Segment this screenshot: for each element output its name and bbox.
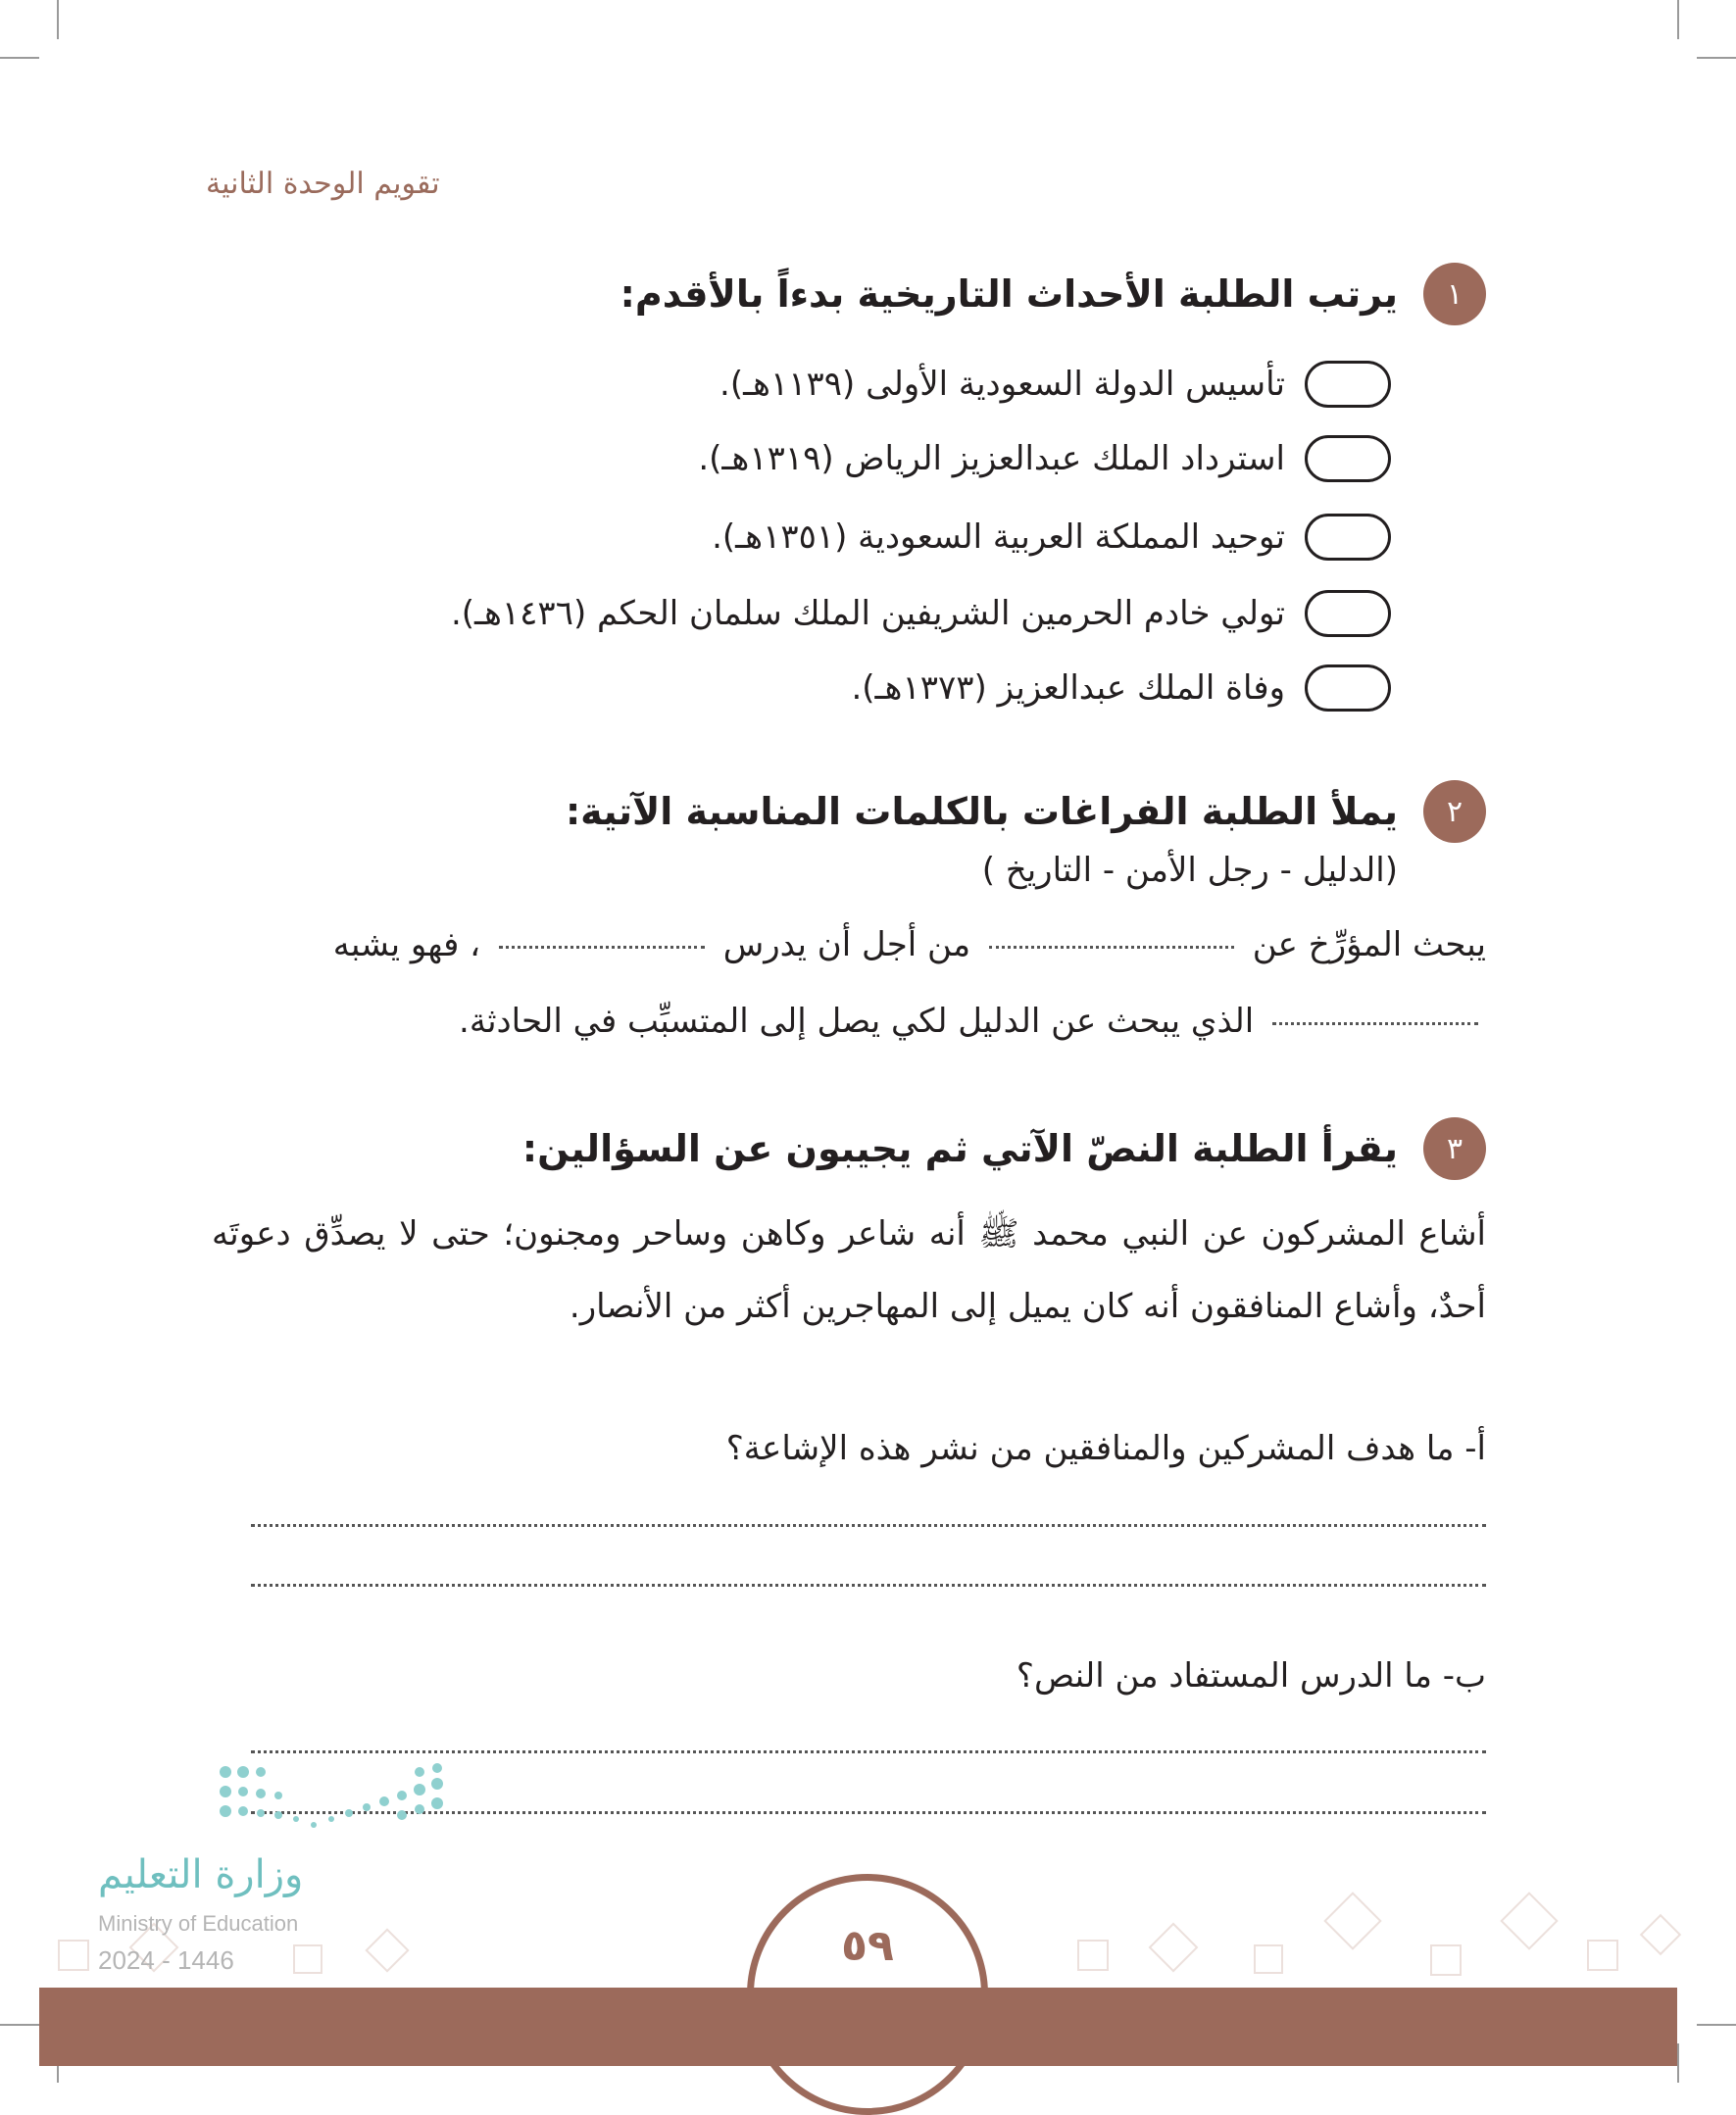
answer-line[interactable] xyxy=(251,1584,1486,1587)
footer-band-overlay xyxy=(725,1988,1010,2066)
sentence-fragment: من أجل أن يدرس xyxy=(722,925,971,964)
event-item xyxy=(698,429,1391,488)
question-number-badge: ١ xyxy=(1423,263,1486,325)
crop-mark xyxy=(1677,2043,1679,2083)
page-number: ٥٩ xyxy=(841,1921,894,1971)
fill-blank-line-1 xyxy=(333,925,1486,964)
question-1-heading xyxy=(620,263,1486,325)
event-text: تولي خادم الحرمين الشريفين الملك سلمان الحكم (١٤٣٦هـ). xyxy=(450,594,1285,633)
crop-mark xyxy=(0,57,39,59)
event-item xyxy=(451,584,1391,643)
event-text: استرداد الملك عبدالعزيز الرياض (١٣١٩هـ). xyxy=(698,439,1285,478)
order-answer-oval[interactable] xyxy=(1305,435,1391,482)
order-answer-oval[interactable] xyxy=(1305,590,1391,637)
reading-passage: أشاع المشركون عن النبي محمد ﷺ أنه شاعر وكاهن وساحر ومجنون؛ حتى لا يصدِّق دعوتَه أحدٌ، وأشاع المنافقون أنه كان يميل إلى المهاجرين أكثر من الأنصار. xyxy=(212,1214,1486,1326)
event-item xyxy=(712,508,1391,566)
ministry-name-en: Ministry of Education xyxy=(98,1911,299,1936)
answer-line[interactable] xyxy=(251,1524,1486,1527)
order-answer-oval[interactable] xyxy=(1305,514,1391,561)
event-item xyxy=(851,659,1391,717)
sentence-fragment: الذي يبحث عن الدليل لكي يصل إلى المتسبِّب في الحادثة. xyxy=(459,1002,1255,1041)
event-item xyxy=(719,355,1391,414)
question-3-heading xyxy=(522,1117,1486,1180)
crop-mark xyxy=(57,0,59,39)
ministry-logo-dots xyxy=(216,1760,461,1839)
question-prompt: يقرأ الطلبة النصّ الآتي ثم يجيبون عن السؤالين: xyxy=(521,1127,1398,1170)
unit-review-title: تقويم الوحدة الثانية xyxy=(206,167,440,201)
order-answer-oval[interactable] xyxy=(1305,664,1391,712)
blank-field[interactable] xyxy=(989,945,1234,949)
question-2-heading xyxy=(566,780,1486,843)
crop-mark xyxy=(1677,0,1679,39)
crop-mark xyxy=(1697,2024,1736,2026)
sub-question-a: أ- ما هدف المشركين والمنافقين من نشر هذه الإشاعة؟ xyxy=(725,1429,1486,1468)
crop-mark xyxy=(0,2024,39,2026)
crop-mark xyxy=(1697,57,1736,59)
blank-field[interactable] xyxy=(1272,1021,1478,1025)
question-number-badge: ٣ xyxy=(1423,1117,1486,1180)
fill-blank-line-2 xyxy=(459,1002,1486,1041)
edition-year: 2024 - 1446 xyxy=(98,1945,234,1975)
order-answer-oval[interactable] xyxy=(1305,361,1391,408)
word-bank: (الدليل - رجل الأمن - التاريخ ) xyxy=(981,851,1398,890)
event-text: وفاة الملك عبدالعزيز (١٣٧٣هـ). xyxy=(851,668,1285,708)
sentence-fragment: يبحث المؤرِّخ عن xyxy=(1252,925,1486,964)
sentence-fragment: ، فهو يشبه xyxy=(332,925,481,964)
question-prompt: يرتب الطلبة الأحداث التاريخية بدءاً بالأقدم: xyxy=(620,272,1398,316)
blank-field[interactable] xyxy=(499,945,705,949)
sub-question-b: ب- ما الدرس المستفاد من النص؟ xyxy=(1016,1656,1486,1696)
ministry-name-ar: وزارة التعليم xyxy=(98,1852,304,1897)
question-number-badge: ٢ xyxy=(1423,780,1486,843)
event-text: توحيد المملكة العربية السعودية (١٣٥١هـ). xyxy=(712,517,1285,557)
question-prompt: يملأ الطلبة الفراغات بالكلمات المناسبة الآتية: xyxy=(565,790,1398,833)
event-text: تأسيس الدولة السعودية الأولى (١١٣٩هـ). xyxy=(719,365,1285,404)
answer-line[interactable] xyxy=(251,1750,1486,1753)
